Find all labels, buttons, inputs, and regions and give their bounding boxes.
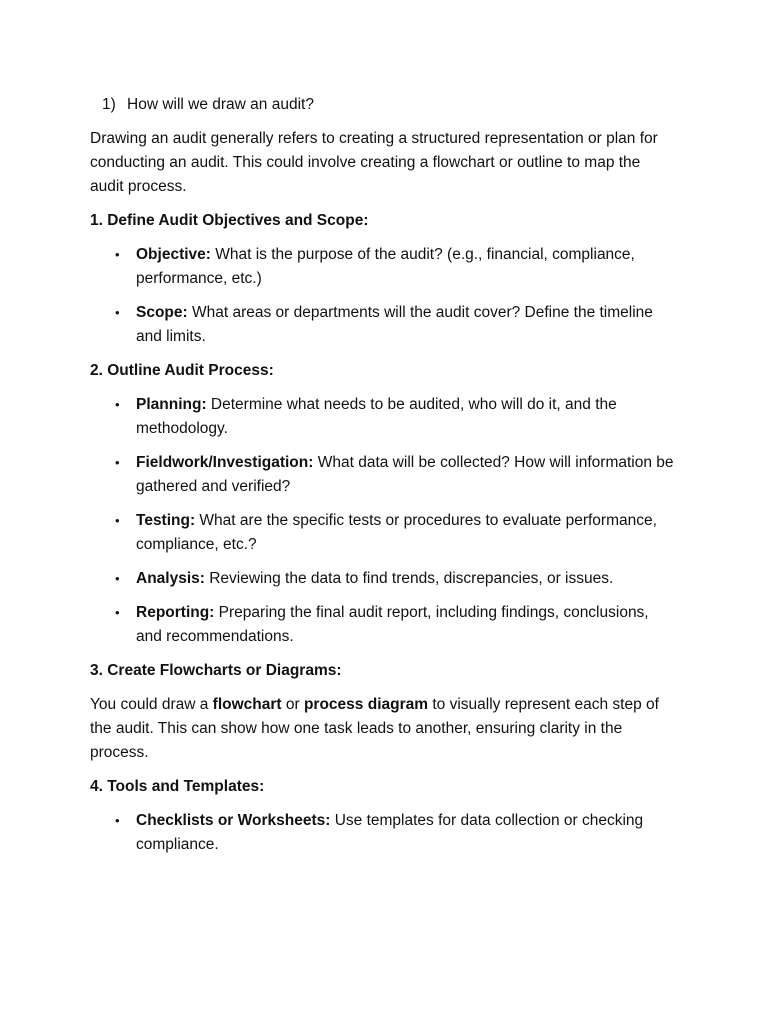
process-list bbox=[90, 393, 678, 649]
tools-list bbox=[90, 809, 678, 857]
question-text: How will we draw an audit? bbox=[127, 96, 314, 113]
bullet-text: Reviewing the data to find trends, discrepancies, or issues. bbox=[204, 570, 614, 587]
bullet-term: Planning: bbox=[136, 396, 207, 413]
list-item bbox=[90, 809, 678, 857]
list-item bbox=[90, 393, 678, 441]
bullet-term: Checklists or Worksheets: bbox=[136, 812, 331, 829]
bullet-icon: • bbox=[115, 305, 120, 320]
bold-term-process-diagram: process diagram bbox=[303, 696, 429, 713]
bullet-term: Testing: bbox=[136, 512, 196, 529]
bullet-text: Preparing the final audit report, including findings, conclusions, and recommendations. bbox=[136, 604, 649, 645]
bullet-icon: • bbox=[115, 455, 120, 470]
list-item bbox=[90, 601, 678, 649]
bullet-text: Determine what needs to be audited, who will do it, and the methodology. bbox=[136, 396, 617, 437]
text-run: You could draw a bbox=[90, 696, 213, 713]
bullet-term: Objective: bbox=[136, 246, 211, 263]
bullet-text: Use templates for data collection or checking compliance. bbox=[136, 812, 644, 853]
bold-term-flowchart: flowchart bbox=[212, 696, 282, 713]
question-number: 1) bbox=[102, 96, 116, 113]
bullet-term: Fieldwork/Investigation: bbox=[136, 454, 314, 471]
bullet-text: What is the purpose of the audit? (e.g., financial, compliance, performance, etc.) bbox=[136, 246, 635, 287]
section-heading-flowcharts: 3. Create Flowcharts or Diagrams: bbox=[90, 662, 342, 679]
bullet-icon: • bbox=[115, 605, 120, 620]
list-item bbox=[90, 509, 678, 557]
list-item bbox=[90, 567, 678, 591]
bullet-text: What data will be collected? How will information be gathered and verified? bbox=[136, 454, 674, 495]
flowchart-paragraph bbox=[90, 693, 678, 765]
list-item bbox=[90, 301, 678, 349]
section-heading-process: 2. Outline Audit Process: bbox=[90, 362, 274, 379]
bullet-icon: • bbox=[115, 247, 120, 262]
bullet-text: What are the specific tests or procedures to evaluate performance, compliance, etc.? bbox=[136, 512, 657, 553]
section-heading-objectives: 1. Define Audit Objectives and Scope: bbox=[90, 212, 369, 229]
list-item bbox=[90, 243, 678, 291]
section-heading-tools: 4. Tools and Templates: bbox=[90, 778, 265, 795]
bullet-icon: • bbox=[115, 397, 120, 412]
bullet-icon: • bbox=[115, 813, 120, 828]
text-run: or bbox=[281, 696, 304, 713]
bullet-term: Scope: bbox=[136, 304, 188, 321]
bullet-icon: • bbox=[115, 513, 120, 528]
bullet-icon: • bbox=[115, 571, 120, 586]
list-item bbox=[90, 451, 678, 499]
text-run: to visually represent each step of the audit. This can show how one task leads to another, ensuring clarity in the process. bbox=[90, 696, 659, 761]
bullet-text: What areas or departments will the audit cover? Define the timeline and limits. bbox=[136, 304, 653, 345]
bullet-term: Reporting: bbox=[136, 604, 215, 621]
question-line bbox=[102, 93, 678, 117]
intro-paragraph: Drawing an audit generally refers to creating a structured representation or plan for conducting an audit. This could involve creating a flowchart or outline to map the audit process. bbox=[90, 130, 658, 195]
bullet-term: Analysis: bbox=[136, 570, 205, 587]
objectives-list bbox=[90, 243, 678, 349]
